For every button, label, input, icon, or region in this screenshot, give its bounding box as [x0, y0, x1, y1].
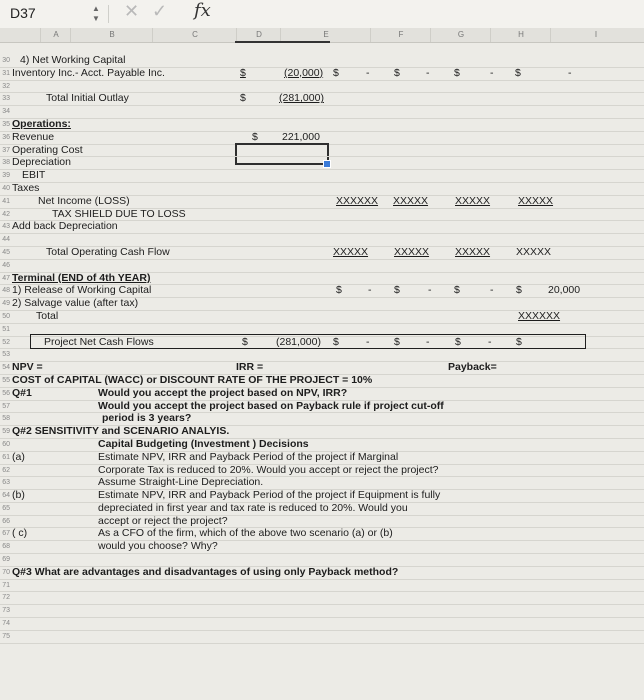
cell-text[interactable]: Assume Straight-Line Depreciation. [98, 476, 264, 489]
row-number[interactable]: 68 [2, 543, 10, 551]
row-number[interactable]: 51 [2, 325, 10, 333]
cancel-icon[interactable]: ✕ [124, 1, 140, 21]
cell-text[interactable]: 221,000 [282, 130, 320, 143]
cell-text[interactable]: - [488, 335, 492, 348]
cell-text[interactable]: Terminal (END of 4th YEAR) [12, 271, 151, 284]
row-number[interactable]: 67 [2, 530, 10, 538]
cell-text[interactable]: accept or reject the project? [98, 514, 228, 527]
column-header-a[interactable]: A [40, 28, 71, 42]
sheet-row-59[interactable] [0, 426, 644, 439]
sheet-row-35[interactable] [0, 119, 644, 132]
cell-text[interactable]: XXXXX [394, 245, 430, 258]
row-number[interactable]: 30 [2, 57, 10, 64]
row-number[interactable]: 37 [2, 146, 10, 154]
row-number[interactable]: 43 [2, 223, 10, 231]
cell-text[interactable]: Payback= [448, 361, 497, 374]
function-icon[interactable]: fx [194, 0, 211, 21]
cell-text[interactable]: 20,000 [548, 284, 581, 297]
cell-text[interactable]: Total Initial Outlay [46, 92, 129, 105]
cell-text[interactable]: XXXXX [455, 245, 491, 258]
formula-bar [0, 0, 644, 29]
row-number[interactable]: 65 [2, 504, 10, 512]
row-number[interactable]: 60 [2, 440, 10, 448]
cell-text[interactable]: Total Operating Cash Flow [46, 245, 170, 258]
cell-text[interactable]: XXXXX [455, 194, 491, 207]
row-number[interactable]: 42 [2, 210, 10, 218]
row-number[interactable]: 46 [2, 261, 10, 269]
sheet-row-34[interactable] [0, 106, 644, 119]
sheet-row-52[interactable] [0, 337, 644, 350]
sheet-row-68[interactable] [0, 541, 644, 554]
sheet-row-62[interactable] [0, 465, 644, 478]
cell-text[interactable]: $ [333, 66, 339, 79]
row-number[interactable]: 74 [2, 620, 10, 628]
sheet-row-38[interactable] [0, 157, 644, 170]
row-number[interactable]: 35 [2, 120, 10, 128]
cell-text[interactable]: (a) [12, 450, 25, 463]
cell-text[interactable]: $ [455, 335, 461, 348]
sheet-row-55[interactable] [0, 375, 644, 388]
net-cash-flow-border [30, 334, 586, 349]
cell-text[interactable]: - [490, 66, 494, 79]
sheet-row-64[interactable] [0, 490, 644, 503]
row-number[interactable]: 69 [2, 556, 10, 564]
sheet-row-60[interactable] [0, 439, 644, 452]
cell-text[interactable]: Inventory Inc.- Acct. Payable Inc. [12, 66, 165, 79]
row-number[interactable]: 38 [2, 159, 10, 167]
cell-text[interactable]: EBIT [22, 169, 46, 182]
row-number[interactable]: 40 [2, 184, 10, 192]
cell-text[interactable]: $ [240, 66, 246, 79]
cell-text[interactable]: (281,000) [279, 92, 324, 105]
cell-text[interactable]: - [426, 335, 430, 348]
sheet-row-54[interactable] [0, 362, 644, 375]
sheet-row-37[interactable] [0, 145, 644, 158]
cell-text[interactable]: $ [240, 92, 246, 105]
sheet-row-56[interactable] [0, 388, 644, 401]
row-number[interactable]: 54 [2, 364, 10, 372]
cell-text[interactable]: $ [454, 66, 460, 79]
sheet-row-69[interactable] [0, 554, 644, 567]
sheet-row-53[interactable] [0, 349, 644, 362]
row-number[interactable]: 31 [2, 69, 10, 77]
cell-text[interactable]: $ [516, 335, 522, 348]
sheet-row-41[interactable] [0, 196, 644, 209]
row-number[interactable]: 64 [2, 492, 10, 500]
sheet-row-73[interactable] [0, 605, 644, 618]
cell-text[interactable]: Project Net Cash Flows [44, 335, 154, 348]
column-header-d[interactable]: D [236, 28, 281, 42]
row-number[interactable]: 45 [2, 248, 10, 256]
cell-text[interactable]: - [568, 66, 572, 79]
cell-text[interactable]: $ [394, 66, 400, 79]
cell-text[interactable]: Q#3 What are advantages and disadvantages of using only Payback method? [12, 565, 399, 578]
cell-text[interactable]: 1) Release of Working Capital [12, 284, 152, 297]
sheet-row-74[interactable] [0, 618, 644, 631]
sheet-row-50[interactable] [0, 311, 644, 324]
cell-text[interactable]: $ [336, 284, 342, 297]
cell-text[interactable]: Q#1 [12, 386, 32, 399]
sheet-row-46[interactable] [0, 260, 644, 273]
cell-text[interactable]: - [428, 284, 432, 297]
cell-text[interactable]: Total [36, 309, 59, 322]
row-number[interactable]: 72 [2, 594, 10, 602]
row-number[interactable]: 57 [2, 402, 10, 410]
cell-text[interactable]: $ [394, 284, 400, 297]
sheet-row-39[interactable] [0, 170, 644, 183]
cell-text[interactable]: $ [252, 130, 258, 143]
column-d-top-border [235, 41, 330, 43]
row-number[interactable]: 47 [2, 274, 10, 282]
cell-text[interactable]: ( c) [12, 527, 28, 540]
sheet-row-75[interactable] [0, 631, 644, 644]
row-number[interactable]: 59 [2, 428, 10, 436]
sheet-grid[interactable] [0, 55, 644, 644]
cell-text[interactable]: XXXXX [393, 194, 429, 207]
cell-text[interactable]: (20,000) [284, 66, 324, 79]
cell-text[interactable]: - [368, 284, 372, 297]
column-header-b[interactable]: B [70, 28, 153, 42]
cell-text[interactable]: XXXXX [333, 245, 369, 258]
cell-text[interactable]: $ [516, 284, 522, 297]
sheet-row-70[interactable] [0, 567, 644, 580]
cell-text[interactable]: depreciated in first year and tax rate is reduced to 20%. Would you [98, 501, 408, 514]
cell-text[interactable]: 2) Salvage value (after tax) [12, 297, 139, 310]
cell-text[interactable]: (b) [12, 489, 25, 502]
column-header-c[interactable]: C [152, 28, 237, 42]
row-number[interactable]: 71 [2, 581, 10, 589]
name-box-stepper-icon[interactable]: ▲ ▼ [92, 4, 100, 23]
sheet-row-67[interactable] [0, 528, 644, 541]
cell-text[interactable]: Taxes [12, 181, 40, 194]
cell-text[interactable]: IRR = [236, 361, 264, 374]
cell-text[interactable]: - [366, 66, 370, 79]
cell-text[interactable]: $ [333, 335, 339, 348]
sheet-row-33[interactable] [0, 93, 644, 106]
cell-text[interactable]: period is 3 years? [102, 412, 192, 425]
cell-text[interactable]: Revenue [12, 130, 55, 143]
column-header-i[interactable]: I [550, 28, 641, 42]
row-number[interactable]: 56 [2, 389, 10, 397]
cell-text[interactable]: Would you accept the project based on Payback rule if project cut-off [98, 399, 444, 412]
row-number[interactable]: 44 [2, 236, 10, 244]
cell-text[interactable]: Q#2 SENSITIVITY and SCENARIO ANALYIS. [12, 425, 230, 438]
cell-text[interactable]: Corporate Tax is reduced to 20%. Would you accept or reject the project? [98, 463, 439, 476]
row-number[interactable]: 49 [2, 300, 10, 308]
sheet-row-30[interactable] [0, 55, 644, 68]
cell-text[interactable]: XXXXX [518, 194, 554, 207]
cell-text[interactable]: Operating Cost [12, 143, 83, 156]
sheet-row-40[interactable] [0, 183, 644, 196]
row-number[interactable]: 36 [2, 133, 10, 141]
name-box[interactable]: D37 [10, 5, 36, 21]
cell-text[interactable]: XXXXXX [336, 194, 379, 207]
row-number[interactable]: 62 [2, 466, 10, 474]
row-number[interactable]: 70 [2, 568, 10, 576]
row-number[interactable]: 33 [2, 95, 10, 103]
row-number[interactable]: 34 [2, 108, 10, 116]
row-number[interactable]: 53 [2, 351, 10, 359]
row-number[interactable]: 73 [2, 607, 10, 615]
column-header-f[interactable]: F [370, 28, 431, 42]
row-number[interactable]: 55 [2, 376, 10, 384]
row-number[interactable]: 61 [2, 453, 10, 461]
sheet-row-72[interactable] [0, 592, 644, 605]
confirm-icon[interactable]: ✓ [152, 1, 168, 21]
cell-text[interactable]: Estimate NPV, IRR and Payback Period of the project if Marginal [98, 450, 399, 463]
row-number[interactable]: 32 [2, 82, 10, 90]
cell-text[interactable]: XXXXX [516, 245, 552, 258]
sheet-row-57[interactable] [0, 401, 644, 414]
cell-text[interactable]: Estimate NPV, IRR and Payback Period of the project if Equipment is fully [98, 489, 441, 502]
cell-text[interactable]: Would you accept the project based on NPV, IRR? [98, 386, 348, 399]
sheet-row-43[interactable] [0, 221, 644, 234]
column-header-h[interactable]: H [490, 28, 551, 42]
column-header-g[interactable]: G [430, 28, 491, 42]
cell-text[interactable]: Net Income (LOSS) [38, 194, 130, 207]
formula-bar-divider [108, 5, 109, 23]
cell-text[interactable]: Operations: [12, 117, 71, 130]
cell-text[interactable]: NPV = [12, 361, 43, 374]
row-number[interactable]: 52 [2, 338, 10, 346]
cell-text[interactable]: $ [454, 284, 460, 297]
row-number[interactable]: 39 [2, 172, 10, 180]
cell-text[interactable]: - [490, 284, 494, 297]
cell-text[interactable]: (281,000) [276, 335, 321, 348]
row-number[interactable]: 41 [2, 197, 10, 205]
cell-text[interactable]: $ [515, 66, 521, 79]
cell-text[interactable]: 4) Net Working Capital [20, 54, 126, 66]
row-number[interactable]: 48 [2, 287, 10, 295]
row-number[interactable]: 63 [2, 479, 10, 487]
cell-text[interactable]: Capital Budgeting (Investment ) Decisions [98, 437, 309, 450]
cell-text[interactable]: COST of CAPITAL (WACC) or DISCOUNT RATE OF THE PROJECT = 10% [12, 373, 373, 386]
sheet-row-65[interactable] [0, 503, 644, 516]
cell-text[interactable]: - [366, 335, 370, 348]
cell-text[interactable]: would you choose? Why? [98, 540, 218, 553]
sheet-row-31[interactable] [0, 68, 644, 81]
row-number[interactable]: 75 [2, 632, 10, 640]
row-number[interactable]: 58 [2, 415, 10, 423]
sheet-row-45[interactable] [0, 247, 644, 260]
cell-text[interactable]: TAX SHIELD DUE TO LOSS [52, 207, 186, 220]
cell-text[interactable]: $ [394, 335, 400, 348]
cell-text[interactable]: XXXXXX [518, 309, 561, 322]
row-number[interactable]: 66 [2, 517, 10, 525]
cell-text[interactable]: $ [242, 335, 248, 348]
row-number[interactable]: 50 [2, 312, 10, 320]
cell-text[interactable]: As a CFO of the firm, which of the above two scenario (a) or (b) [98, 527, 393, 540]
sheet-row-36[interactable] [0, 132, 644, 145]
sheet-row-71[interactable] [0, 580, 644, 593]
cell-text[interactable]: Add back Depreciation [12, 220, 118, 233]
sheet-row-61[interactable] [0, 452, 644, 465]
column-header-e[interactable]: E [280, 28, 371, 42]
cell-text[interactable]: - [426, 66, 430, 79]
cell-text[interactable]: Depreciation [12, 156, 71, 169]
